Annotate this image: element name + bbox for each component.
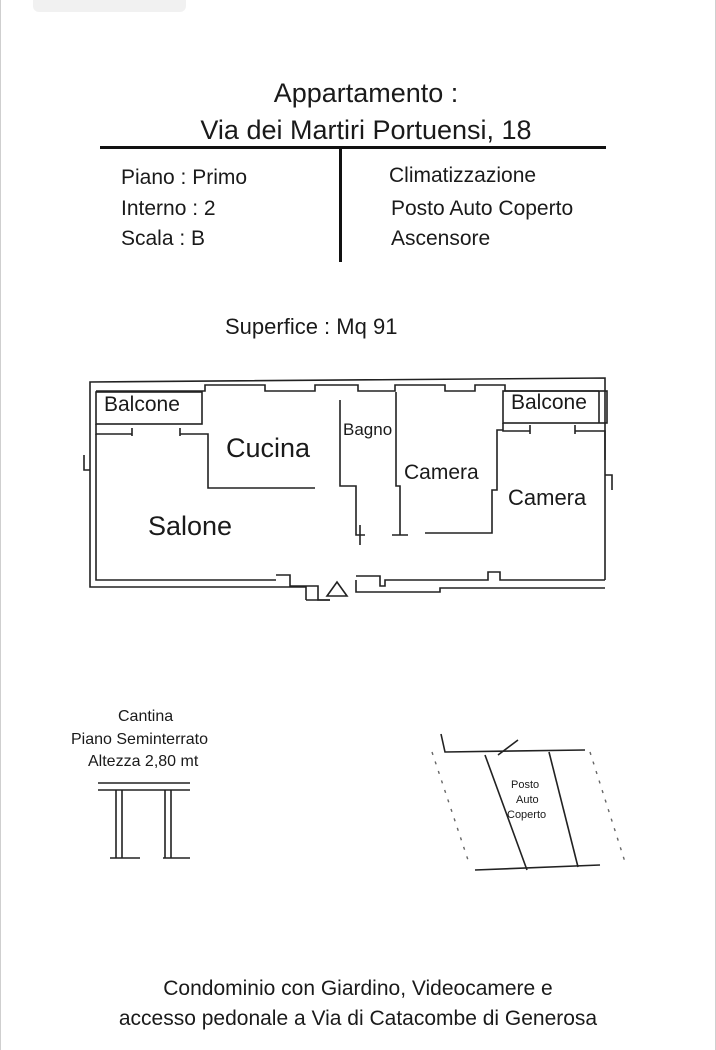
footer-line-2: accesso pedonale a Via di Catacombe di Generosa: [118, 1007, 598, 1030]
parking-label-auto: Auto: [516, 794, 539, 806]
room-camera-middle: Camera: [404, 461, 479, 484]
feature-climatizzazione: Climatizzazione: [389, 164, 537, 187]
room-camera-right: Camera: [508, 485, 587, 510]
feature-ascensore: Ascensore: [391, 227, 491, 250]
parking-dotted-right: [590, 752, 625, 862]
parking-label-coperto: Coperto: [507, 809, 547, 821]
room-balcone-left: Balcone: [104, 393, 180, 416]
footer-line-1: Condominio con Giardino, Videocamere e: [163, 977, 553, 1000]
parking-label-posto: Posto: [511, 779, 540, 791]
room-bagno: Bagno: [343, 420, 393, 439]
info-piano: Piano : Primo: [121, 166, 248, 189]
parking-stall-right: [549, 752, 578, 867]
parking-dotted-left: [432, 752, 468, 860]
title-address: Via dei Martiri Portuensi, 18: [200, 115, 532, 145]
title-line-1: Appartamento :: [273, 78, 459, 108]
cantina-height: Altezza 2,80 mt: [88, 753, 199, 770]
room-cucina: Cucina: [226, 433, 311, 463]
feature-posto-auto: Posto Auto Coperto: [391, 197, 574, 220]
info-interno: Interno : 2: [121, 197, 216, 220]
cantina-floor: Piano Seminterrato: [71, 731, 208, 748]
parking-mark: [498, 740, 518, 755]
room-balcone-right: Balcone: [511, 391, 587, 414]
surface-area: Superfice : Mq 91: [225, 314, 398, 339]
cantina-label: Cantina: [118, 708, 174, 725]
parking-bottom-line: [475, 865, 600, 870]
info-scala: Scala : B: [121, 227, 206, 250]
room-salone: Salone: [148, 511, 233, 541]
